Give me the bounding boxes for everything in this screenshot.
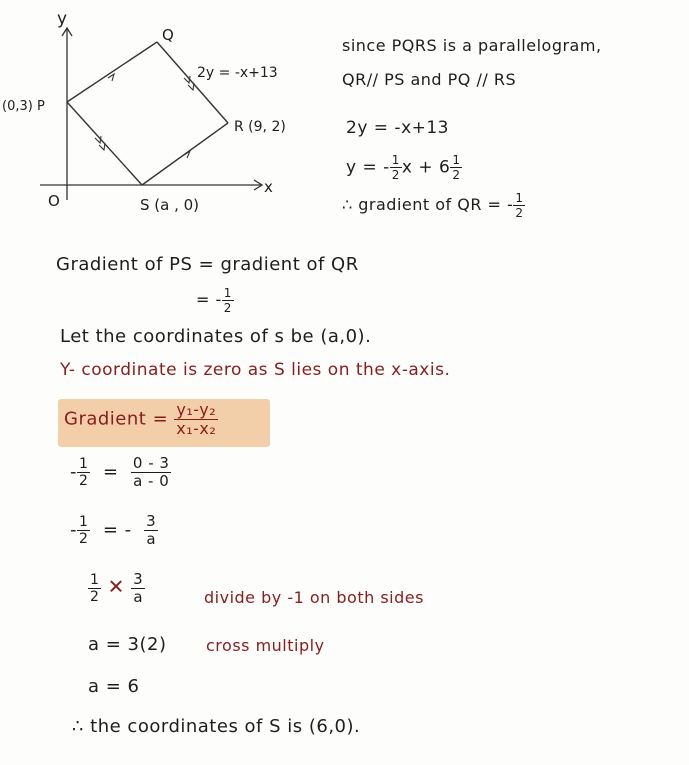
step3-lhs-num: 1 [90, 572, 100, 588]
tick-pq [108, 74, 114, 81]
point-p-label: (0,3) P [2, 99, 45, 114]
gradient-qr-den: 2 [515, 206, 524, 220]
eq2-num: 1 [391, 153, 400, 167]
half-fraction [222, 287, 234, 314]
step1-rhs-fraction [131, 456, 172, 489]
point-s-label: S (a , 0) [140, 196, 200, 214]
eq2-mixed-den: 2 [452, 168, 461, 182]
gradient-ps-line: Gradient of PS = gradient of QR [56, 254, 359, 275]
step3-rhs-fraction [131, 572, 145, 605]
divide-note: divide by -1 on both sides [204, 588, 424, 607]
step1-rhs-den: a - 0 [133, 472, 170, 490]
eq2-middle: x + 6 [401, 157, 451, 178]
parallelogram-diagram [0, 0, 300, 225]
gradient-formula [64, 402, 218, 437]
formula-den: x₁-x₂ [176, 419, 217, 438]
step3-rhs-num: 3 [133, 570, 144, 588]
step1-lhs-den: 2 [79, 473, 89, 489]
side-qr [157, 42, 228, 123]
y-coordinate-note: Y- coordinate is zero as S lies on the x-axis. [60, 360, 451, 380]
half-den: 2 [223, 301, 232, 315]
point-r-label: R (9, 2) [234, 119, 286, 135]
formula-num: y₁-y₂ [176, 400, 217, 419]
step1-lhs-fraction [77, 457, 90, 488]
gradient-formula-label: Gradient = [64, 408, 169, 430]
step-1 [70, 456, 171, 489]
note-parallelogram: since PQRS is a parallelogram, [342, 36, 602, 55]
step-4: a = 3(2) [88, 634, 167, 655]
step2-minus: - [70, 519, 77, 541]
line-qr-equation: 2y = -x+13 [197, 65, 278, 81]
eq2-den: 2 [391, 168, 400, 182]
side-pq [67, 42, 157, 102]
step1-rhs-num: 0 - 3 [132, 454, 170, 472]
gradient-ps-value [196, 287, 234, 314]
step-5: a = 6 [88, 676, 140, 697]
gradient-qr-num: 1 [515, 191, 524, 205]
step3-rhs-den: a [133, 588, 144, 606]
step2-rhs-fraction [144, 514, 158, 547]
conclusion: ∴ the coordinates of S is (6,0). [72, 716, 361, 737]
eq2-prefix: y = - [346, 157, 390, 178]
let-coordinates-line: Let the coordinates of s be (a,0). [60, 326, 372, 347]
step-2 [70, 514, 158, 547]
note-equation-2 [346, 154, 462, 181]
note-equation-1: 2y = -x+13 [346, 118, 449, 138]
note-parallel-sides: QR// PS and PQ // RS [342, 70, 517, 89]
step3-lhs-den: 2 [90, 589, 100, 605]
step-3 [88, 572, 145, 605]
step2-lhs-fraction [77, 515, 90, 546]
cross-multiply-icon: ✕ [107, 574, 125, 599]
step2-rhs-num: 3 [146, 512, 157, 530]
gradient-qr-fraction [513, 192, 525, 219]
step1-equals: = [102, 461, 119, 483]
step2-lhs-num: 1 [79, 514, 89, 530]
eq2-mixed-fraction [450, 154, 462, 181]
y-axis-label: y [57, 9, 68, 29]
step1-lhs-num: 1 [79, 456, 89, 472]
origin-label: O [48, 192, 60, 210]
point-q-label: Q [162, 26, 174, 44]
equals-neg: = - [196, 290, 222, 309]
step2-equals: = - [102, 519, 132, 541]
note-gradient-qr [342, 192, 525, 219]
step2-lhs-den: 2 [79, 531, 89, 547]
step1-minus: - [70, 461, 77, 483]
step3-lhs-fraction [88, 573, 101, 604]
x-axis-label: x [264, 178, 273, 196]
half-num: 1 [223, 286, 232, 300]
step2-rhs-den: a [146, 530, 157, 548]
gradient-formula-fraction [174, 402, 218, 437]
gradient-qr-text: ∴ gradient of QR = - [342, 195, 514, 214]
eq2-fraction [390, 154, 402, 181]
eq2-mixed-num: 1 [452, 153, 461, 167]
cross-multiply-note: cross multiply [206, 636, 325, 655]
